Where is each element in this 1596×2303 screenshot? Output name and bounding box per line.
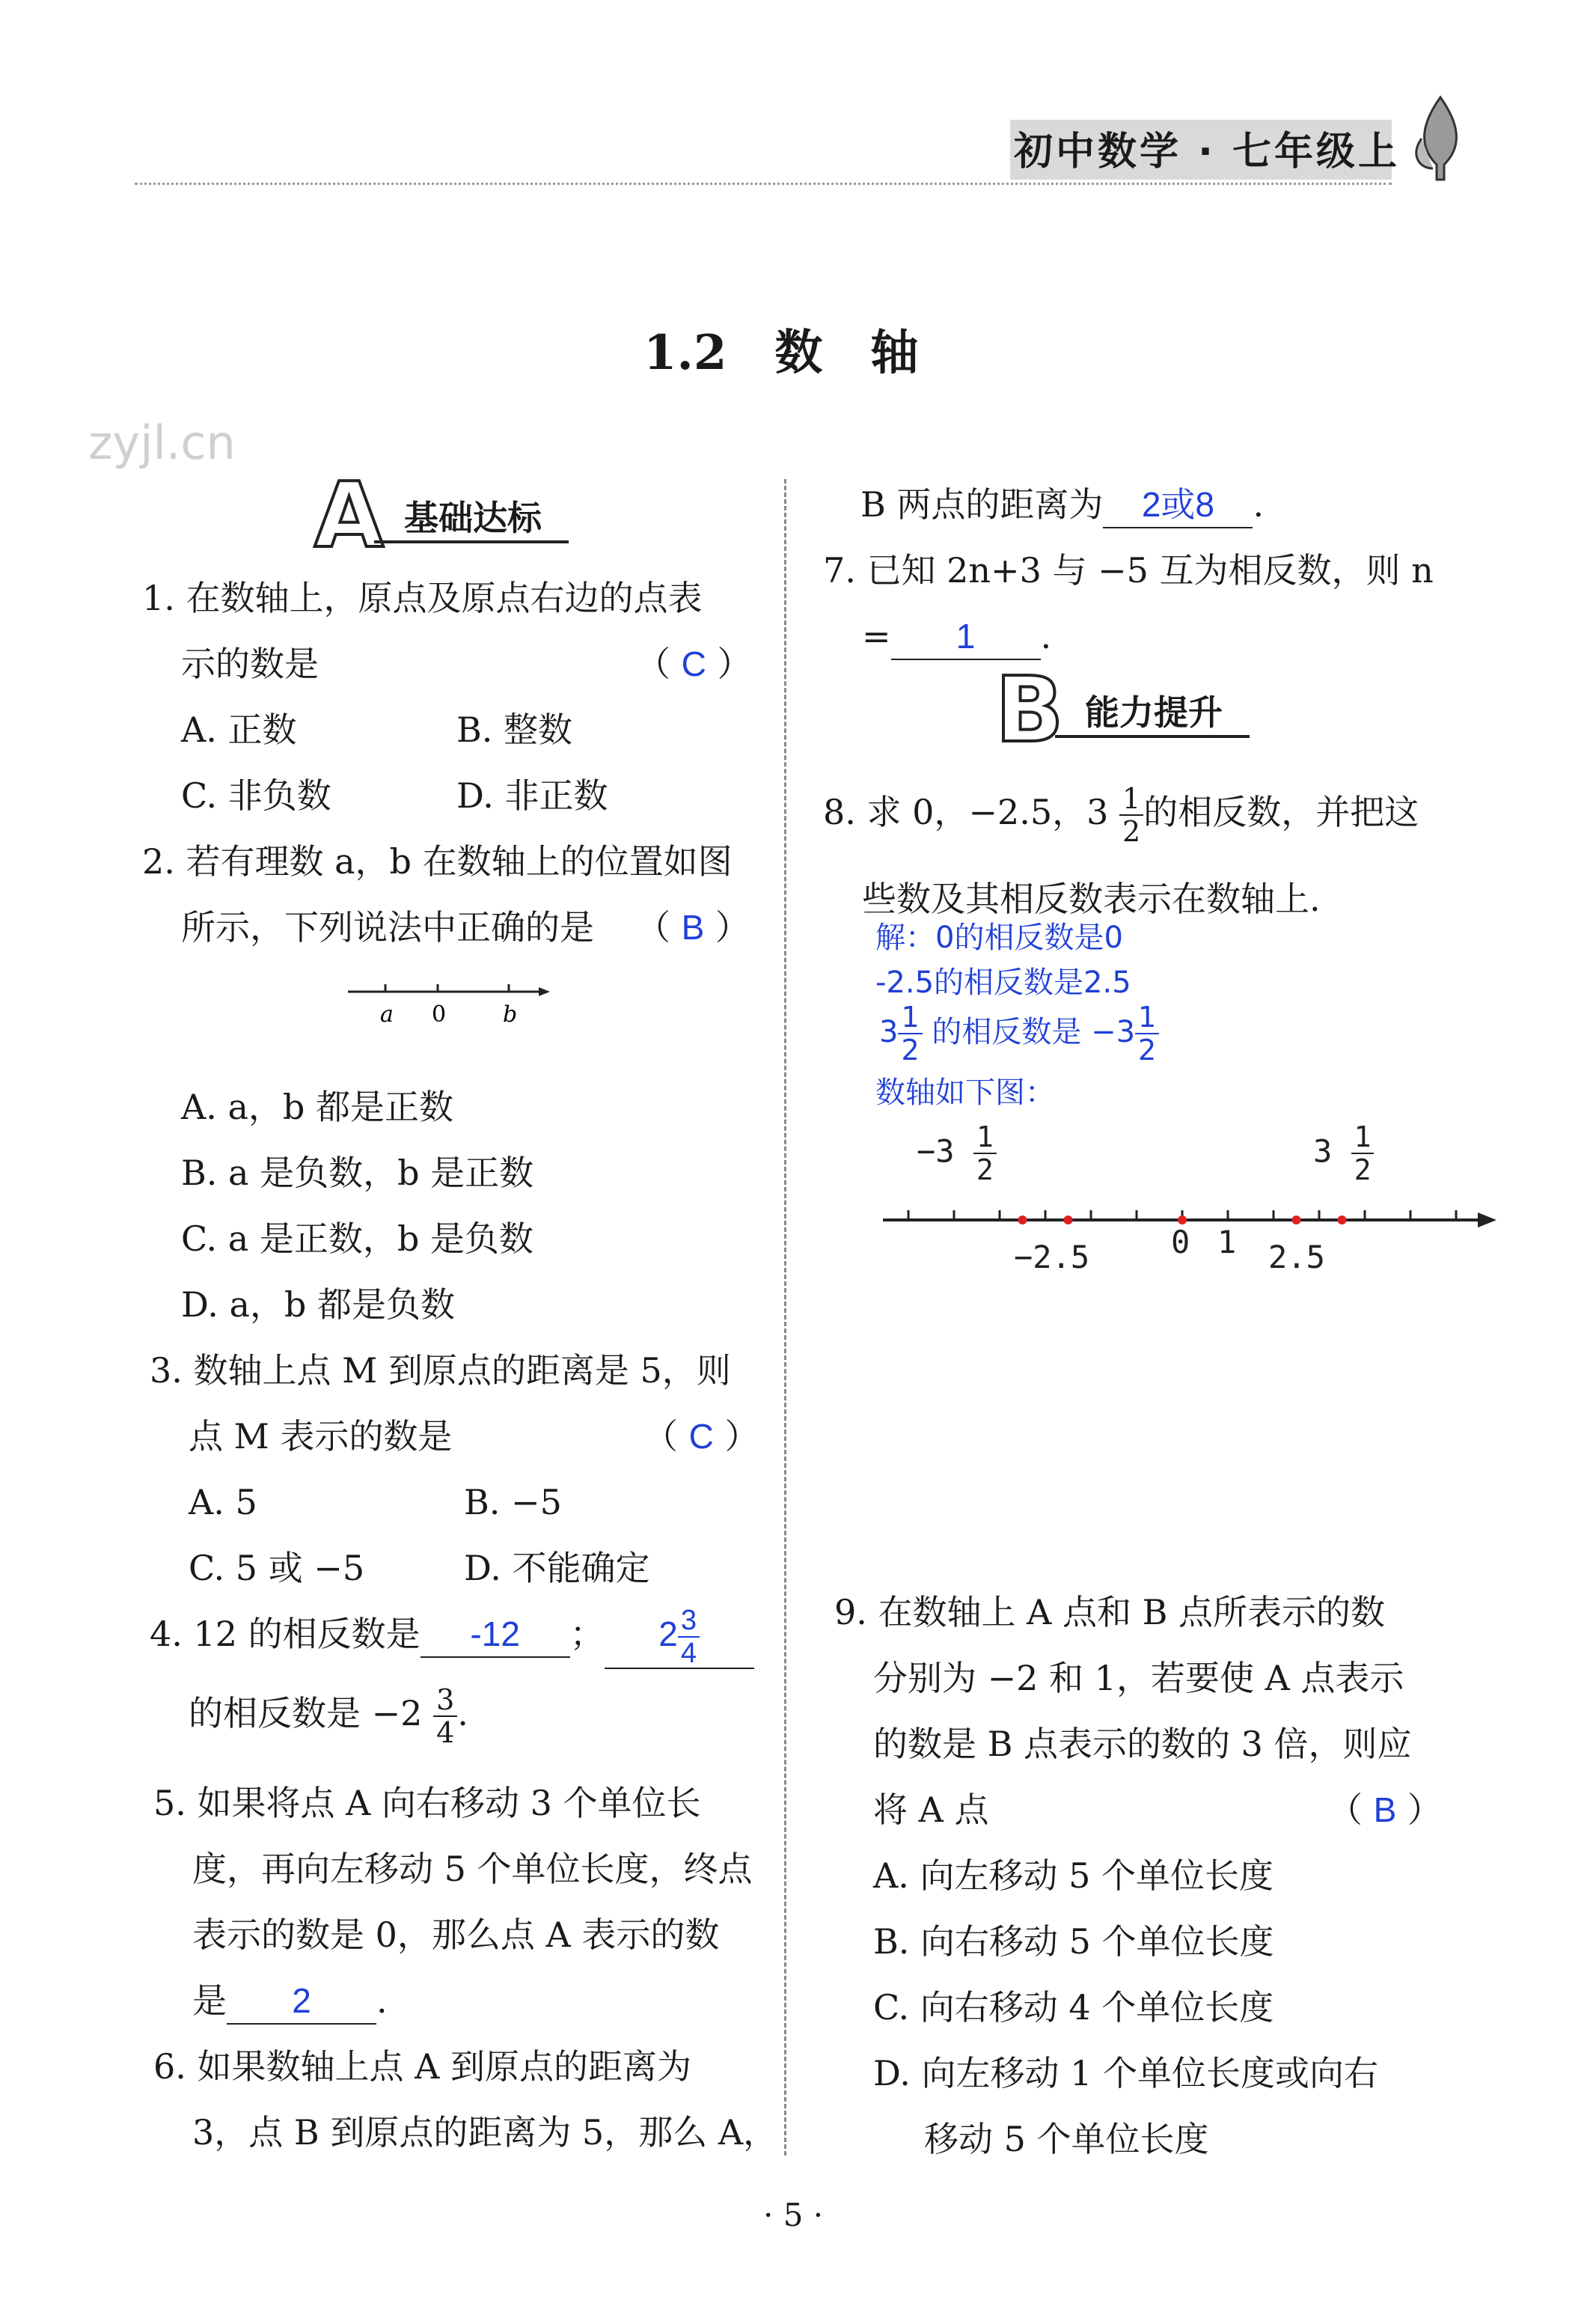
q8-line1 [823, 778, 1419, 846]
q1-option-a: A. 正数 [181, 710, 297, 750]
q3-option-d: D. 不能确定 [464, 1548, 650, 1588]
q8-point [1018, 1215, 1027, 1224]
q8-point [1292, 1215, 1301, 1224]
nl-label-2-5: 2.5 [1268, 1239, 1325, 1275]
q3-option-b: B. −5 [464, 1482, 562, 1522]
q6-blank: 2或8 [1103, 482, 1253, 528]
q8-point [1064, 1215, 1073, 1224]
q2-answer-paren: （ B ） [636, 907, 750, 948]
q6-line1: 6. 如果数轴上点 A 到原点的距离为 [153, 2046, 691, 2087]
q6-line3-pre: B 两点的距离为 [860, 484, 1104, 525]
q5-blank: 2 [227, 1978, 376, 2025]
q5-line3: 表示的数是 0，那么点 A 表示的数 [192, 1915, 720, 1955]
q5-line4 [153, 1968, 388, 2034]
q2-option-c: C. a 是正数，b 是负数 [181, 1218, 533, 1259]
q8-sol3-num2: 1 [1135, 1003, 1159, 1034]
q8-sol3-den: 2 [901, 1034, 920, 1067]
q5-line4-pre: 是 [192, 1980, 227, 2021]
q2-option-d: D. a，b 都是负数 [181, 1284, 455, 1325]
section-b-label: 能力提升 [1085, 692, 1223, 733]
nl-top-left-whole: −3 [917, 1132, 955, 1170]
q9-line2: 分别为 −2 和 1，若要使 A 点表示 [873, 1658, 1404, 1698]
nl-label-1: 1 [1217, 1224, 1237, 1260]
q8-sol3-num: 1 [898, 1003, 922, 1034]
q4-line1 [150, 1601, 754, 1669]
q2-axis-label-b: b [503, 1001, 518, 1028]
section-a-letter: A [314, 464, 384, 568]
q4-ans2-den: 4 [680, 1637, 697, 1669]
q1-answer-paren: （ C ） [636, 644, 752, 684]
nl-top-right-whole: 3 [1313, 1132, 1333, 1170]
q2-number-line [344, 973, 554, 1033]
q9-answer-paren: （ B ） [1328, 1790, 1442, 1830]
q9-option-a: A. 向左移动 5 个单位长度 [873, 1855, 1274, 1896]
nl-top-left-den: 2 [976, 1153, 994, 1186]
watermark: zyjl.cn [88, 415, 236, 470]
q4-blank-1: -12 [421, 1611, 570, 1658]
q9-line3: 的数是 B 点表示的数的 3 倍，则应 [873, 1724, 1412, 1764]
q1-stem: 示的数是 [181, 644, 319, 684]
q8-line1-num: 1 [1119, 784, 1143, 816]
q8-sol3-mid: 的相反数是 −3 [932, 1015, 1136, 1049]
q3-stem: 点 M 表示的数是 [189, 1416, 453, 1456]
q4-line2 [150, 1680, 468, 1747]
q1-option-c: C. 非负数 [181, 775, 331, 816]
q4-line2-pre: 的相反数是 −2 [189, 1693, 423, 1733]
q8-axis-arrow [1478, 1212, 1496, 1227]
section-a-header [314, 464, 569, 568]
q5-line1: 5. 如果将点 A 向右移动 3 个单位长 [153, 1783, 701, 1823]
section-b-header [995, 659, 1257, 763]
q8-sol3-whole: 3 [879, 1015, 899, 1049]
section-a-label: 基础达标 [404, 498, 542, 538]
q1-line2 [142, 631, 780, 697]
q4-ans2-whole: 2 [658, 1614, 678, 1653]
q4-blank-2 [605, 1606, 754, 1669]
column-divider [784, 479, 786, 2156]
q8-solution-2: -2.5的相反数是2.5 [875, 966, 1131, 1000]
nl-label-0: 0 [1171, 1224, 1190, 1260]
q3-line1: 3. 数轴上点 M 到原点的距离是 5，则 [150, 1350, 731, 1391]
q6-line3 [860, 472, 1264, 537]
q2-line1: 2. 若有理数 a，b 在数轴上的位置如图 [142, 841, 733, 882]
q2-axis-label-0: 0 [432, 1001, 447, 1028]
q6-line2: 3，点 B 到原点的距离为 5，那么 A， [192, 2112, 778, 2153]
q7-line2-pre: = [862, 616, 891, 656]
q6-line3-post: . [1253, 484, 1265, 525]
q2-stem: 所示，下列说法中正确的是 [181, 907, 594, 948]
nl-top-right-num: 1 [1351, 1123, 1375, 1154]
q8-line1-pre: 8. 求 0，−2.5，3 [823, 792, 1109, 832]
q3-answer: C [688, 1417, 714, 1456]
nl-top-right-den: 2 [1354, 1153, 1372, 1186]
q4-ans2-num: 3 [678, 1606, 700, 1638]
q4-stem: 4. 12 的相反数是 [150, 1614, 421, 1654]
q8-solution-1: 解：0的相反数是0 [875, 921, 1123, 955]
section-a-underline [374, 540, 569, 543]
nl-top-left-num: 1 [973, 1123, 997, 1154]
tree-logo-icon [1407, 94, 1474, 183]
header-rule [135, 183, 1392, 185]
q9-option-d2: 移动 5 个单位长度 [924, 2119, 1209, 2159]
q8-solution-3 [879, 1001, 1159, 1067]
q7-blank: 1 [891, 614, 1041, 660]
q9-stem: 将 A 点 [873, 1790, 989, 1830]
q8-line1-den: 2 [1122, 815, 1141, 848]
q2-answer: B [681, 908, 705, 947]
q9-option-c: C. 向右移动 4 个单位长度 [873, 1987, 1274, 2028]
nl-label-neg-3-half [917, 1120, 997, 1186]
q2-option-a: A. a，b 都是正数 [181, 1087, 453, 1127]
q1-answer: C [681, 644, 706, 683]
q8-line2: 些数及其相反数表示在数轴上. [862, 879, 1321, 919]
q2-option-b: B. a 是负数，b 是正数 [181, 1153, 534, 1193]
section-b-underline [1055, 735, 1250, 738]
q1-option-b: B. 整数 [456, 710, 573, 750]
q4-line2-den: 4 [436, 1716, 455, 1749]
q3-line2 [150, 1403, 795, 1469]
q5-line4-post: . [376, 1980, 388, 2021]
header-title: 初中数学 · 七年级上 [1014, 129, 1400, 174]
q8-point [1338, 1215, 1347, 1224]
q2-line2 [142, 894, 795, 960]
q8-solution-4: 数轴如下图： [875, 1076, 1055, 1110]
section-title: 1.2 数 轴 [643, 325, 919, 381]
q3-option-a: A. 5 [189, 1482, 257, 1522]
q4-sep: ； [569, 1614, 605, 1654]
page-number: · 5 · [763, 2197, 824, 2233]
q9-option-b: B. 向右移动 5 个单位长度 [873, 1921, 1274, 1962]
q3-answer-paren: （ C ） [643, 1416, 759, 1456]
q3-option-c: C. 5 或 −5 [189, 1548, 365, 1588]
q9-line1: 9. 在数轴上 A 点和 B 点所表示的数 [834, 1592, 1386, 1632]
q1-option-d: D. 非正数 [456, 775, 608, 816]
q4-line2-post: . [457, 1693, 468, 1733]
q2-axis-label-a: a [380, 1001, 394, 1028]
q5-line2: 度，再向左移动 5 个单位长度，终点 [192, 1849, 753, 1889]
q9-option-d1: D. 向左移动 1 个单位长度或向右 [873, 2053, 1378, 2093]
q4-line2-num: 3 [433, 1686, 457, 1717]
q8-line1-post: 的相反数，并把这 [1143, 792, 1419, 832]
q1-line1: 1. 在数轴上，原点及原点右边的点表 [142, 578, 703, 618]
q8-sol3-den2: 2 [1138, 1034, 1157, 1067]
nl-label-3-half [1313, 1120, 1374, 1186]
nl-label-neg-2-5: −2.5 [1014, 1239, 1090, 1275]
q7-line1: 7. 已知 2n+3 与 −5 互为相反数，则 n [823, 550, 1434, 591]
section-b-letter: B [995, 659, 1064, 763]
q7-line2-post: . [1040, 616, 1052, 656]
q9-line4 [834, 1777, 1494, 1843]
q9-answer: B [1373, 1790, 1397, 1829]
